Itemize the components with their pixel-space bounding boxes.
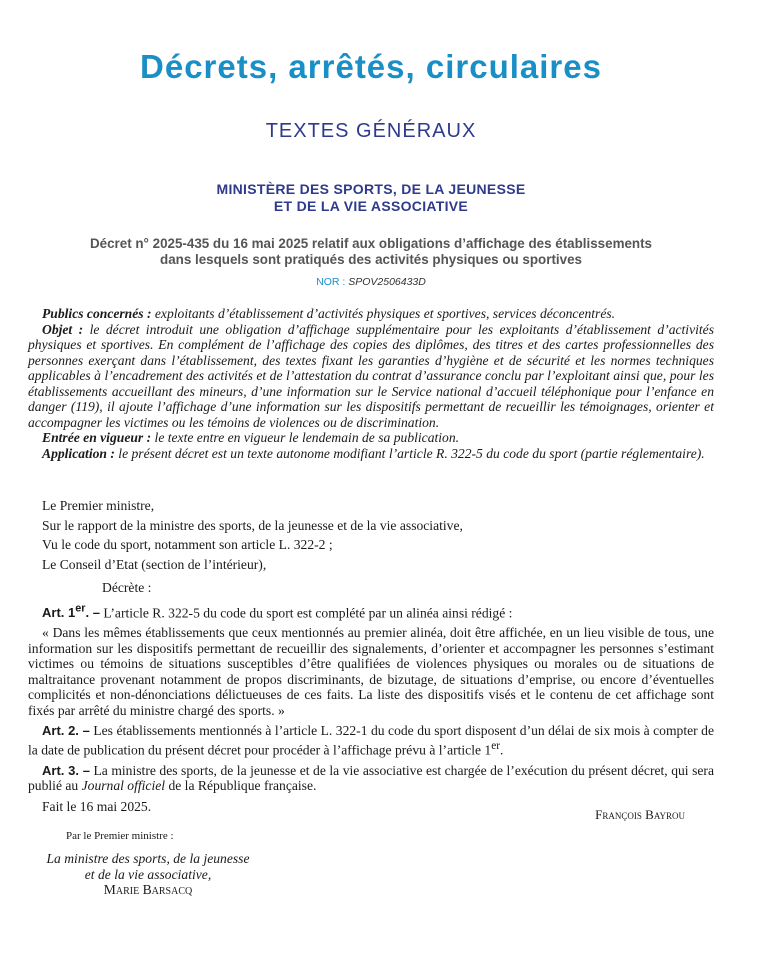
- section-title: Décrets, arrêtés, circulaires: [140, 48, 602, 85]
- par-le-premier-ministre: Par le Premier ministre :: [66, 830, 174, 842]
- article-3-text-a: La ministre des sports, de la jeunesse et de la vie associative est chargée de l’exécution du présent décret, qui sera publié au: [28, 762, 714, 794]
- article-3-label: Art. 3. –: [42, 762, 90, 778]
- minister-signature: [28, 851, 268, 898]
- subsection-heading: TEXTES GÉNÉRAUX: [265, 120, 477, 142]
- article-1-sup: er: [75, 602, 86, 615]
- nor-reference: [0, 276, 742, 288]
- article-2: [28, 723, 714, 758]
- objet-label: Objet :: [42, 321, 84, 337]
- nor-code: SPOV2506433D: [348, 276, 426, 288]
- ministry-heading: [0, 181, 742, 215]
- publics-label: Publics concernés :: [42, 306, 152, 321]
- preamble-line-3: Vu le code du sport, notamment son article L. 322-2 ;: [42, 537, 333, 552]
- summary-publics: [28, 306, 714, 322]
- article-2-end: .: [500, 742, 504, 758]
- article-1-dash: . –: [85, 604, 100, 620]
- decree-title: [20, 236, 722, 268]
- minister-role-line-1: La ministre des sports, de la jeunesse: [46, 851, 250, 866]
- ministry-line-2: ET DE LA VIE ASSOCIATIVE: [273, 198, 469, 214]
- decree-title-line-2: dans lesquels sont pratiqués des activités physiques ou sportives: [160, 252, 582, 267]
- journal-officiel: Journal officiel: [81, 778, 166, 794]
- article-1-label: [42, 602, 100, 620]
- application-label: Application :: [42, 445, 115, 461]
- article-3-text-b: de la République française.: [165, 778, 317, 794]
- summary-application: [28, 446, 714, 462]
- decree-summary: [28, 306, 714, 461]
- decree-title-line-1: Décret n° 2025-435 du 16 mai 2025 relatif aux obligations d’affichage des établissements: [89, 236, 653, 251]
- fait-date: Fait le 16 mai 2025.: [42, 798, 152, 814]
- article-2-text: Les établissements mentionnés à l’article L. 322-1 du code du sport disposent d’un délai de six mois à compter de la date de publication du présent décret pour procéder à l’affichage prévu à l’article 1: [28, 723, 714, 758]
- article-1-text: L’article R. 322-5 du code du sport est complété par un alinéa ainsi rédigé :: [99, 604, 513, 620]
- article-1: [28, 602, 714, 621]
- nor-label: NOR :: [316, 276, 346, 288]
- minister-name: Marie Barsacq: [103, 882, 193, 897]
- article-1-quote: « Dans les mêmes établissements que ceux mentionnés au premier alinéa, doit être affichée, en un lieu visible de tous, une information sur les dispositifs permettant de recueillir des signalements, d’orienter et accompagner les personnes s’estimant victimes ou témoins de situations susceptibles d’être qualifiées de violences physiques ou morales ou de situations de maltraitance provenant notamment de propos discriminants, de bizutage, de situations d’emprise, ou encore d’éventuelles complicités et non-dénonciations délictueuses de ces faits. La liste des dispositifs visés et le contenu de cet affichage sont fixés par arrêté du ministre chargé des sports. »: [28, 625, 714, 718]
- summary-entree: [28, 430, 714, 446]
- publics-text: exploitants d’établissement d’activités physiques et sportives, services déconcentrés.: [151, 306, 616, 321]
- decrete-line: Décrète :: [102, 580, 152, 595]
- preamble-line-1: Le Premier ministre,: [42, 498, 155, 513]
- entree-label: Entrée en vigueur :: [42, 430, 152, 445]
- decree-body: [28, 498, 714, 814]
- article-1-number: Art. 1: [42, 604, 76, 620]
- article-2-label: Art. 2. –: [42, 723, 90, 739]
- preamble-line-2: Sur le rapport de la ministre des sports, de la jeunesse et de la vie associative,: [42, 517, 463, 533]
- minister-role-line-2: et de la vie associative,: [84, 866, 212, 882]
- article-3: [28, 763, 714, 794]
- entree-text: le texte entre en vigueur le lendemain de sa publication.: [151, 430, 460, 445]
- summary-objet: [28, 322, 714, 431]
- objet-text: le décret introduit une obligation d’affichage supplémentaire pour les exploitants d’établissement d’activités physiques et sportives. En complément de l’affichage des copies des diplômes, des titres et des cartes professionnelles des personnes exerçant dans l’établissement, des textes fixant les garanties d’hygiène et de sécurité et les normes techniques applicables à l’encadrement des activités et de l’attestation du contrat d’assurance conclu par l’exploitant ainsi que, pour les établissements accueillant des mineurs, d’une information sur le Service national d’accueil téléphonique pour l’enfance en danger (119), il ajoute l’affichage d’une information sur les dispositifs permettant de recueillir les témoignages, orienter et accompagner les victimes ou les témoins de violences ou de discrimination.: [28, 321, 714, 430]
- application-text: le présent décret est un texte autonome modifiant l’article R. 322-5 du code du sport (partie réglementaire).: [114, 445, 705, 461]
- article-2-sup: er: [491, 739, 501, 752]
- preamble-line-4: Le Conseil d’Etat (section de l’intérieur),: [42, 556, 267, 572]
- signatory-name: François Bayrou: [595, 807, 685, 822]
- ministry-line-1: MINISTÈRE DES SPORTS, DE LA JEUNESSE: [216, 181, 526, 197]
